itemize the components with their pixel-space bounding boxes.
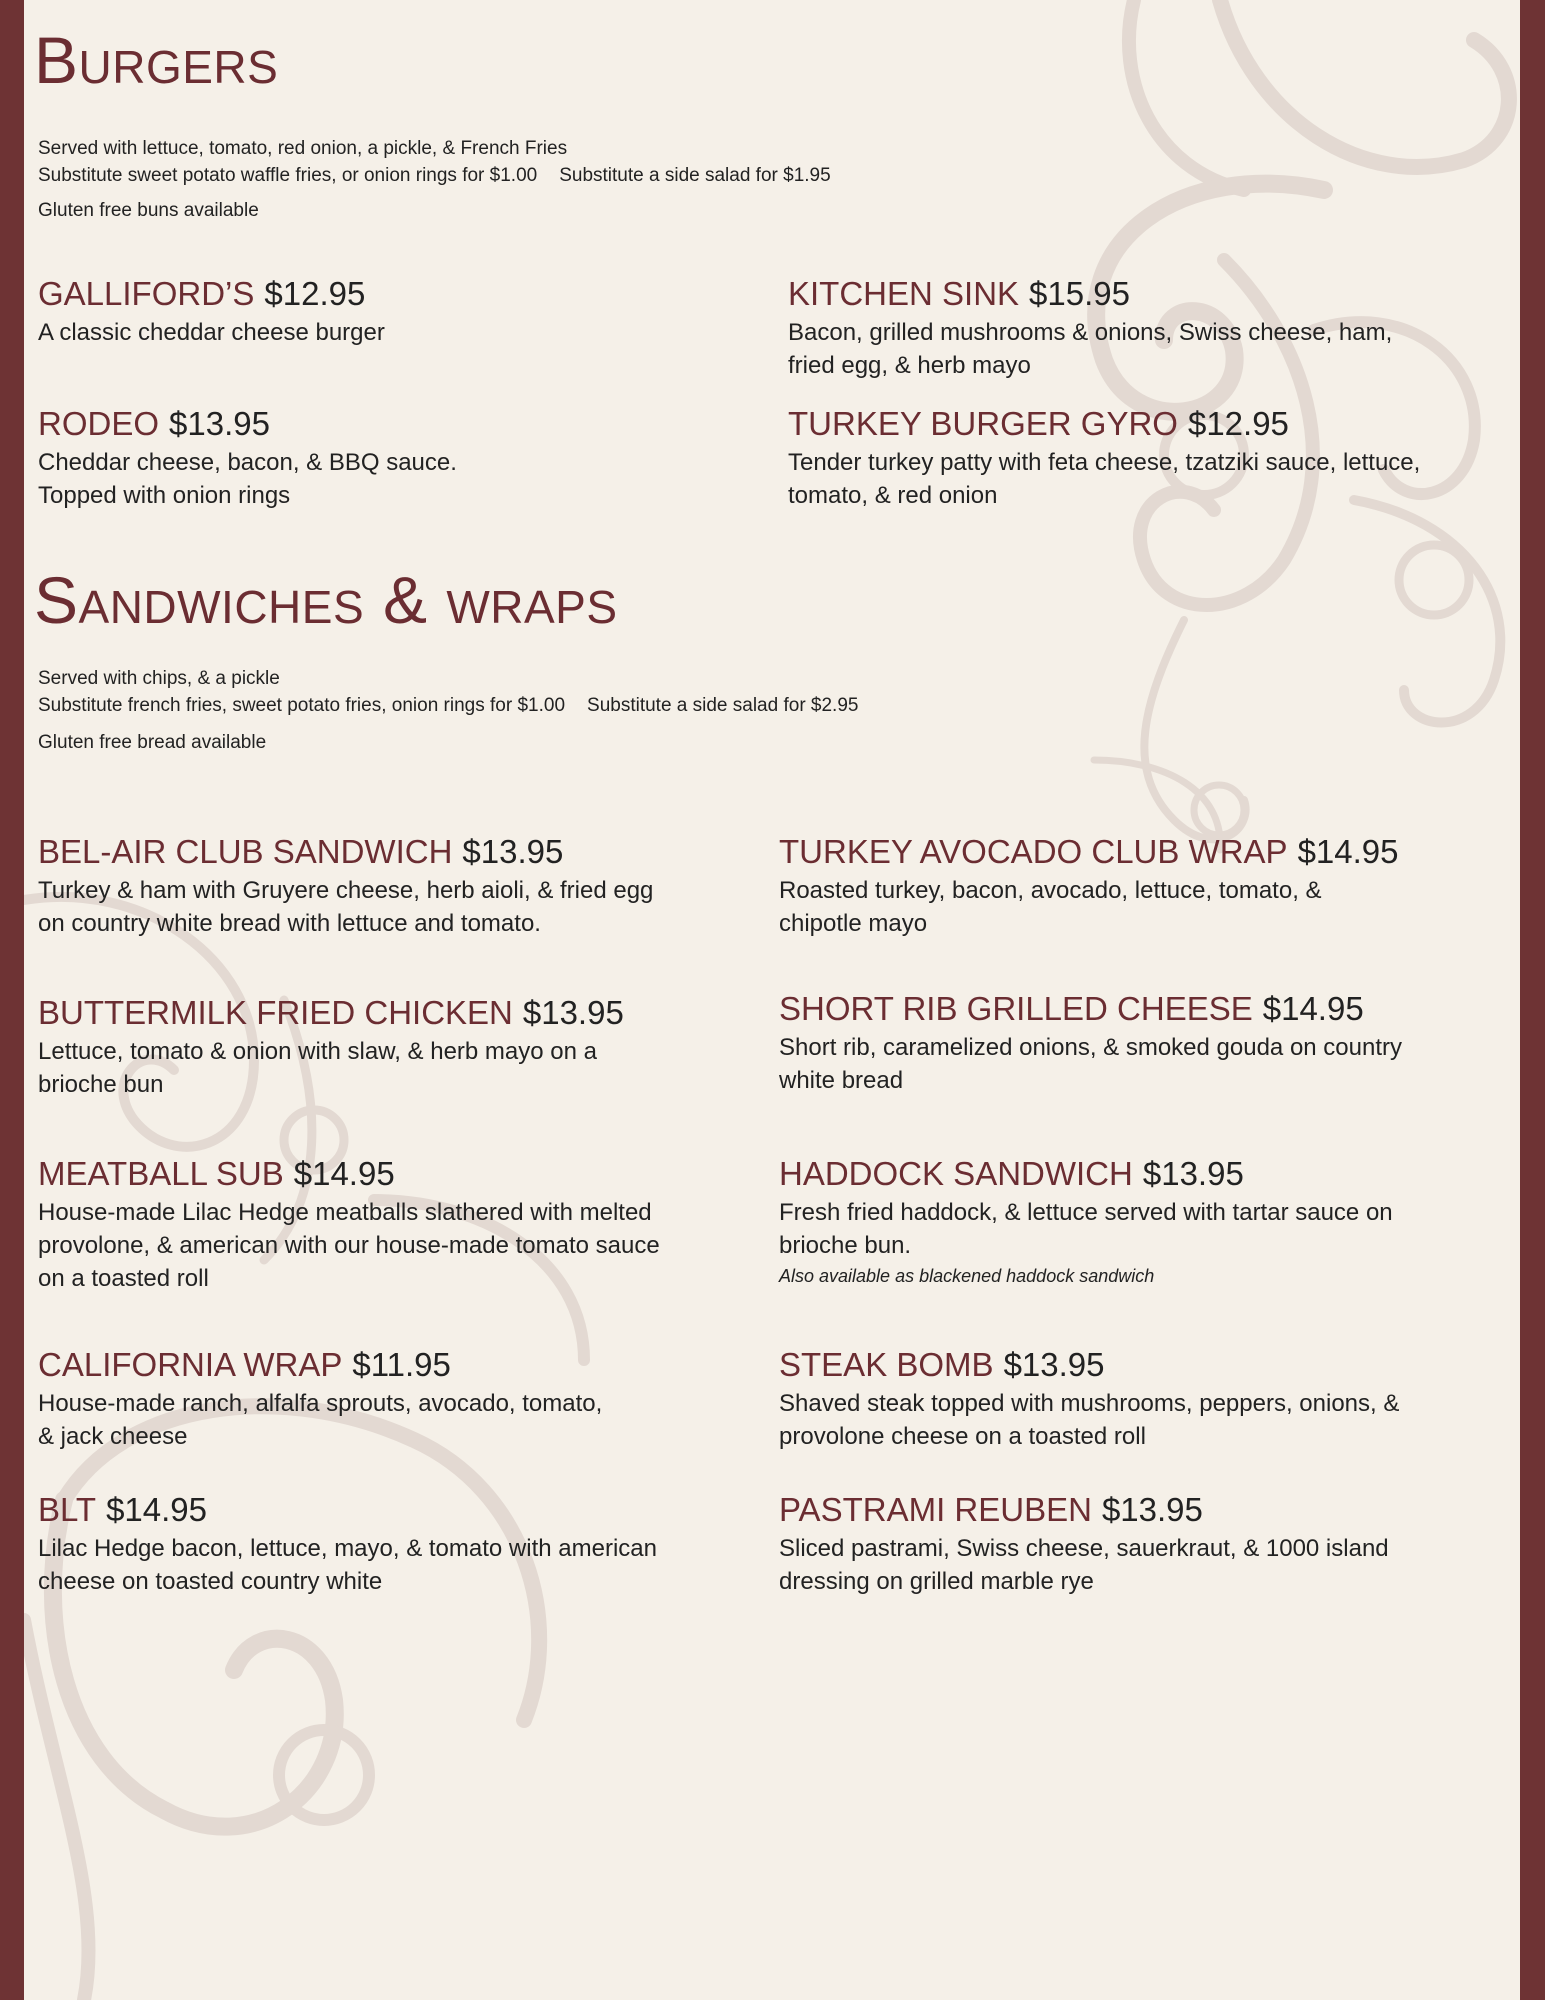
item-name: BEL-AIR CLUB SANDWICH: [38, 833, 453, 870]
sandwiches-note-2a: Substitute french fries, sweet potato fries, onion rings for $1.00: [38, 695, 566, 716]
item-description: Fresh fried haddock, & lettuce served with tartar sauce on brioche bun.: [779, 1199, 1393, 1259]
item-price: $13.95: [1101, 1491, 1203, 1528]
item-description: House-made ranch, alfalfa sprouts, avocado, tomato, & jack cheese: [38, 1390, 603, 1450]
item-price: $12.95: [1187, 405, 1289, 442]
item-price: $13.95: [1142, 1155, 1244, 1192]
burgers-note-2: [38, 162, 831, 189]
menu-item-blt: [38, 1490, 718, 1598]
item-price: $15.95: [1029, 275, 1130, 312]
item-description: Short rib, caramelized onions, & smoked gouda on country white bread: [779, 1034, 1403, 1094]
item-name: TURKEY BURGER GYRO: [788, 405, 1178, 442]
item-description: House-made Lilac Hedge meatballs slathered with melted provolone, & american with our house-made tomato sauce on a toasted roll: [38, 1199, 660, 1292]
item-price: $11.95: [352, 1346, 451, 1383]
menu-item-haddock-sandwich: [779, 1154, 1459, 1288]
item-description: Turkey & ham with Gruyere cheese, herb aioli, & fried egg on country white bread with lettuce and tomato.: [38, 877, 654, 937]
menu-item-buttermilk-fried-chicken: [38, 993, 718, 1101]
item-name: STEAK BOMB: [779, 1346, 994, 1383]
sandwiches-note-2b: Substitute a side salad for $2.95: [587, 695, 859, 716]
menu-item-turkey-avocado-club-wrap: [779, 832, 1459, 940]
item-name: PASTRAMI REUBEN: [779, 1491, 1092, 1528]
item-price: $14.95: [293, 1155, 395, 1192]
sandwiches-notes: [38, 665, 858, 756]
item-note: Also available as blackened haddock sandwich: [779, 1266, 1155, 1286]
item-description: Sliced pastrami, Swiss cheese, sauerkraut, & 1000 island dressing on grilled marble rye: [779, 1535, 1389, 1595]
sandwiches-note-2: [38, 692, 858, 719]
item-description: Cheddar cheese, bacon, & BBQ sauce. Topped with onion rings: [38, 449, 457, 509]
menu-item-california-wrap: [38, 1345, 718, 1453]
item-name: RODEO: [38, 405, 160, 442]
burgers-notes: [38, 135, 831, 224]
sandwiches-title: Sandwiches & wraps: [34, 563, 618, 637]
item-name: CALIFORNIA WRAP: [38, 1346, 343, 1383]
menu-item-meatball-sub: [38, 1154, 718, 1295]
item-name: BUTTERMILK FRIED CHICKEN: [38, 994, 513, 1031]
item-name: HADDOCK SANDWICH: [779, 1155, 1133, 1192]
item-description: Bacon, grilled mushrooms & onions, Swiss cheese, ham, fried egg, & herb mayo: [788, 319, 1393, 379]
item-description: Roasted turkey, bacon, avocado, lettuce, tomato, & chipotle mayo: [779, 877, 1322, 937]
burgers-note-3: Gluten free buns available: [38, 200, 259, 221]
menu-item-rodeo: [38, 404, 718, 512]
menu-item-gallifords: [38, 274, 718, 349]
menu-item-kitchen-sink: [788, 274, 1468, 382]
item-description: Shaved steak topped with mushrooms, peppers, onions, & provolone cheese on a toasted roll: [779, 1390, 1400, 1450]
burgers-note-1: Served with lettuce, tomato, red onion, a pickle, & French Fries: [38, 138, 568, 159]
item-price: $13.95: [169, 405, 270, 442]
item-description: Tender turkey patty with feta cheese, tzatziki sauce, lettuce, tomato, & red onion: [788, 449, 1421, 509]
menu-item-turkey-burger-gyro: [788, 404, 1468, 512]
item-description: Lilac Hedge bacon, lettuce, mayo, & tomato with american cheese on toasted country white: [38, 1535, 657, 1595]
item-name: SHORT RIB GRILLED CHEESE: [779, 990, 1253, 1027]
item-name: GALLIFORD’S: [38, 275, 255, 312]
menu-item-short-rib-grilled-cheese: [779, 989, 1459, 1097]
menu-page: [24, 0, 1520, 2000]
menu-item-bel-air-club: [38, 832, 718, 940]
burgers-note-2b: Substitute a side salad for $1.95: [559, 165, 831, 186]
item-name: BLT: [38, 1491, 97, 1528]
item-price: $14.95: [1297, 833, 1399, 870]
sandwiches-note-3: Gluten free bread available: [38, 732, 267, 753]
sandwiches-note-1: Served with chips, & a pickle: [38, 668, 280, 689]
burgers-note-2a: Substitute sweet potato waffle fries, or onion rings for $1.00: [38, 165, 538, 186]
item-name: KITCHEN SINK: [788, 275, 1020, 312]
menu-item-steak-bomb: [779, 1345, 1459, 1453]
item-price: $14.95: [106, 1491, 208, 1528]
item-price: $14.95: [1262, 990, 1364, 1027]
item-name: MEATBALL SUB: [38, 1155, 284, 1192]
item-price: $12.95: [264, 275, 366, 312]
item-price: $13.95: [522, 994, 624, 1031]
menu-item-pastrami-reuben: [779, 1490, 1459, 1598]
burgers-title: Burgers: [34, 23, 279, 97]
item-description: Lettuce, tomato & onion with slaw, & herb mayo on a brioche bun: [38, 1038, 597, 1098]
item-price: $13.95: [1003, 1346, 1105, 1383]
item-price: $13.95: [462, 833, 564, 870]
item-name: TURKEY AVOCADO CLUB WRAP: [779, 833, 1288, 870]
item-description: A classic cheddar cheese burger: [38, 319, 385, 346]
